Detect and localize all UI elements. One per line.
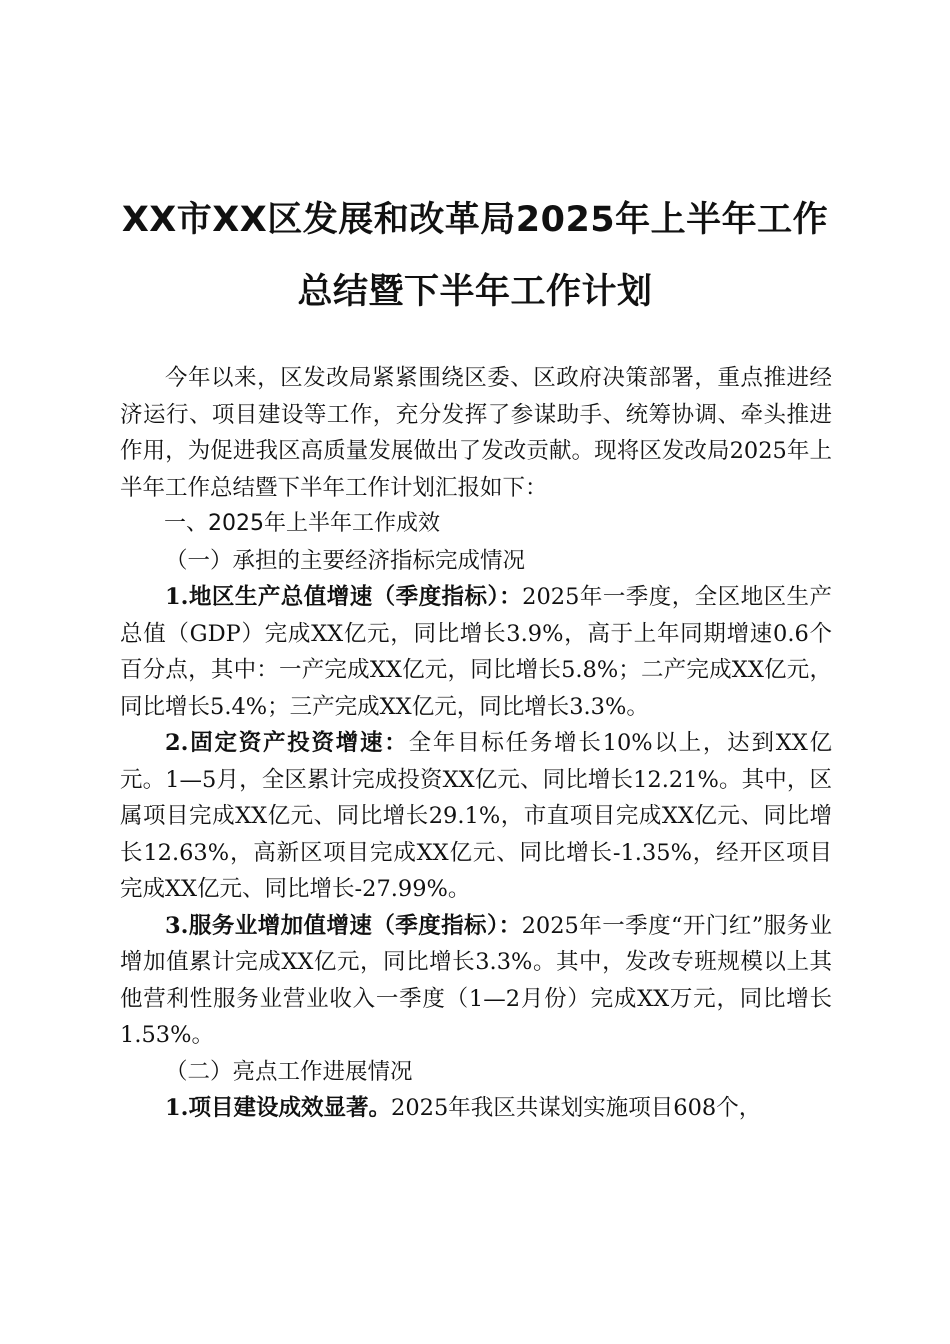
item-service-paragraph: [120, 908, 832, 1054]
item-investment-paragraph: [120, 725, 832, 908]
item-projects-lead: 1.项目建设成效显著。: [165, 1095, 391, 1121]
subsection-2-heading: （二）亮点工作进展情况: [165, 1058, 413, 1085]
intro-paragraph: 今年以来，区发改局紧紧围绕区委、区政府决策部署，重点推进经济运行、项目建设等工作，充分发挥了参谋助手、统筹协调、牵头推进作用，为促进我区高质量发展做出了发改贡献。现将区发改局2025年上半年工作总结暨下半年工作计划汇报如下：: [120, 365, 832, 501]
item-investment-text: 全年目标任务增长10%以上，达到XX亿元。1—5月，全区累计完成投资XX亿元、同比增长12.21%。其中，区属项目完成XX亿元、同比增长29.1%，市直项目完成XX亿元、同比增长12.63%，高新区项目完成XX亿元、同比增长-1.35%，经开区项目完成XX亿元、同比增长-27.99%。: [120, 730, 832, 902]
item-projects-text: 2025年我区共谋划实施项目608个，: [391, 1095, 762, 1121]
item-gdp-text: 2025年一季度，全区地区生产总值（GDP）完成XX亿元，同比增长3.9%，高于上年同期增速0.6个百分点，其中：一产完成XX亿元，同比增长5.8%；二产完成XX亿元，同比增长5.4%；三产完成XX亿元，同比增长3.3%。: [120, 584, 832, 720]
document-title-line-1: XX市XX区发展和改革局2025年上半年工作: [121, 200, 829, 240]
item-gdp-lead: 1.地区生产总值增速（季度指标）：: [165, 584, 523, 610]
item-service-lead: 3.服务业增加值增速（季度指标）：: [165, 912, 522, 939]
section-1-heading: 一、2025年上半年工作成效: [164, 511, 440, 536]
item-investment-lead: 2.固定资产投资增速：: [165, 730, 409, 756]
document-title-line-2: 总结暨下半年工作计划: [297, 272, 653, 312]
document-body: [120, 360, 832, 1127]
item-gdp-paragraph: [120, 579, 832, 725]
item-service-text: 2025年一季度“开门红”服务业增加值累计完成XX亿元，同比增长3.3%。其中，发改专班规模以上其他营利性服务业营业收入一季度（1—2月份）完成XX万元，同比增长1.53%。: [120, 912, 832, 1048]
subsection-1-heading: （一）承担的主要经济指标完成情况: [165, 547, 526, 574]
item-projects-paragraph: [120, 1090, 832, 1127]
